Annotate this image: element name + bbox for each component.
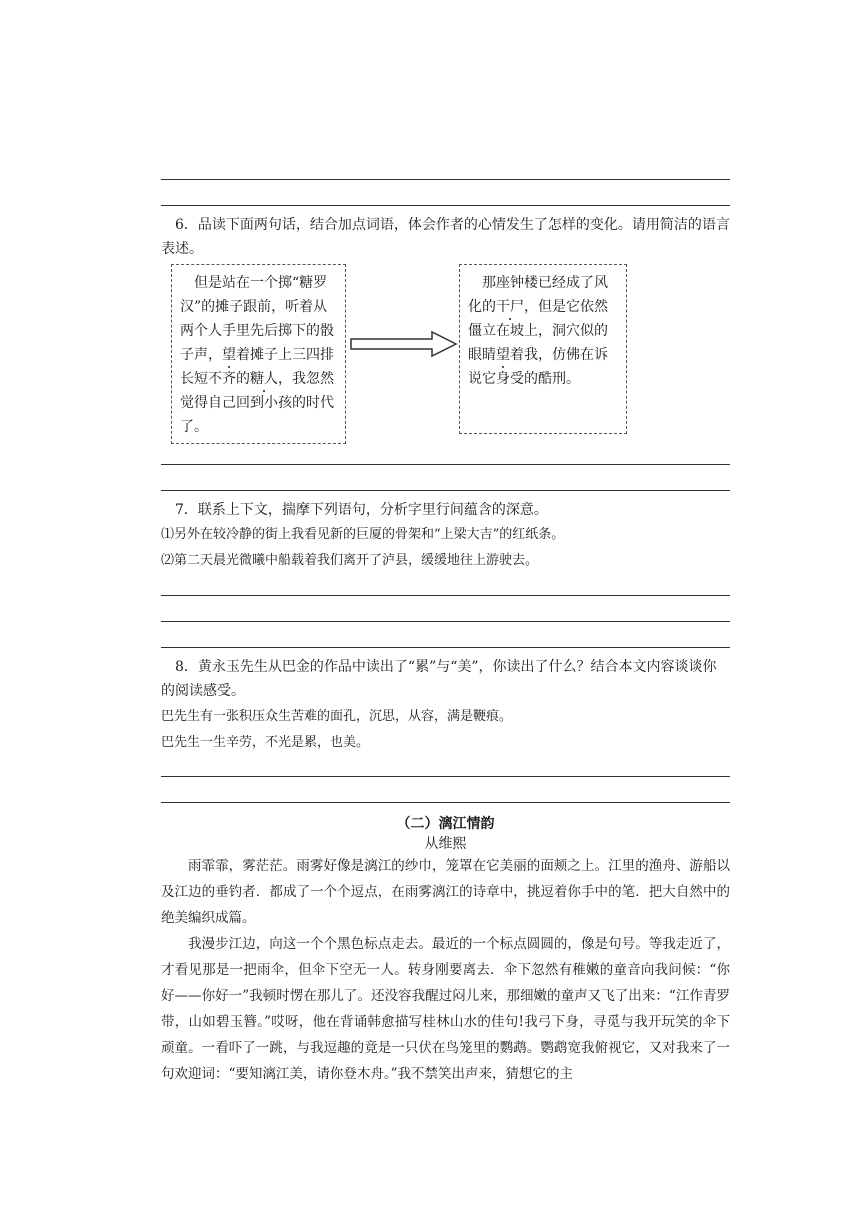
passage-title: （二）漓江情韵 bbox=[396, 816, 495, 832]
question-8: 8．黄永玉先生从巴金的作品中读出了“累”与“美”，你读出了什么？结合本文内容谈谈你的阅读感受。 bbox=[161, 659, 717, 699]
question-7-item-2: ⑵第二天晨光微曦中船载着我们离开了泸县，缓缓地往上游驶去。 bbox=[161, 553, 539, 568]
answer-line bbox=[161, 490, 730, 491]
question-6: 6．品读下面两句话，结合加点词语，体会作者的心情发生了怎样的变化。请用简洁的语言表述。 bbox=[161, 217, 730, 257]
quote-box-right bbox=[459, 264, 627, 434]
dotted-word: 望 bbox=[496, 347, 510, 363]
dotted-word: 干尸 bbox=[496, 299, 524, 315]
passage-paragraph-2: 我漫步江边，向这一个个黑色标点走去。最近的一个标点圆圆的，像是句号。等我走近了，才看见那是一把雨伞，但伞下空无一人。转身刚要离去．伞下忽然有稚嫩的童音向我问候：“你好——你好一”我顿时愣在那儿了。还没容我醒过闷儿来，那细嫩的童声又飞了出来：“江作青罗带，山如碧玉簪。”哎呀，他在背诵韩愈描写桂林山水的佳句!我弓下身，寻觅与我开玩笑的伞下顽童。一看吓了一跳，与我逗趣的竟是一只伏在鸟笼里的鹦鹉。鹦鹉宽我俯视它，又对我来了一句欢迎词：“要知漓江美，请你登木舟。”我不禁笑出声来，猜想它的主 bbox=[161, 936, 730, 1082]
quote-box-left bbox=[171, 264, 346, 444]
answer-line bbox=[161, 595, 730, 596]
passage-author: 从维熙 bbox=[424, 836, 467, 852]
dotted-word: 望 bbox=[222, 347, 236, 363]
question-7-item-1: ⑴另外在较冷静的街上我看见新的巨厦的骨架和“上梁大吉”的红纸条。 bbox=[161, 527, 565, 542]
answer-line bbox=[161, 776, 730, 777]
answer-line bbox=[161, 464, 730, 465]
arrow-right-icon bbox=[348, 329, 460, 359]
dotted-word: 糖人 bbox=[250, 371, 278, 387]
quote-right-text: 那座钟楼已经成了风化的干尸，但是它依然僵立在坡上，洞穴似的眼睛望着我，仿佛在诉说它身受的酷刑。 bbox=[468, 275, 608, 387]
question-8-line-1: 巴先生有一张积压众生苦难的面孔，沉思，从容，满是鞭痕。 bbox=[161, 709, 513, 724]
question-7: 7．联系上下文，揣摩下列语句，分析字里行间蕴含的深意。 bbox=[175, 502, 548, 518]
question-8-line-2: 巴先生一生辛劳，不光是累，也美。 bbox=[161, 735, 370, 750]
answer-line bbox=[161, 802, 730, 803]
passage-paragraph-1: 雨霏霏，雾茫茫。雨雾好像是漓江的纱巾，笼罩在它美丽的面颊之上。江里的渔舟、游船以及江边的垂钓者．都成了一个个逗点，在雨雾漓江的诗章中，挑逗着你手中的笔．把大自然中的绝美编织成篇。 bbox=[161, 858, 730, 926]
answer-line bbox=[161, 179, 730, 180]
answer-line bbox=[161, 205, 730, 206]
answer-line bbox=[161, 647, 730, 648]
answer-line bbox=[161, 621, 730, 622]
quote-left-text: 但是站在一个掷“糖罗汉”的摊子跟前，听着从两个人手里先后掷下的骰子声，望着摊子上三四排长短不齐的糖人，我忽然觉得自己回到小孩的时代了。 bbox=[180, 275, 334, 435]
